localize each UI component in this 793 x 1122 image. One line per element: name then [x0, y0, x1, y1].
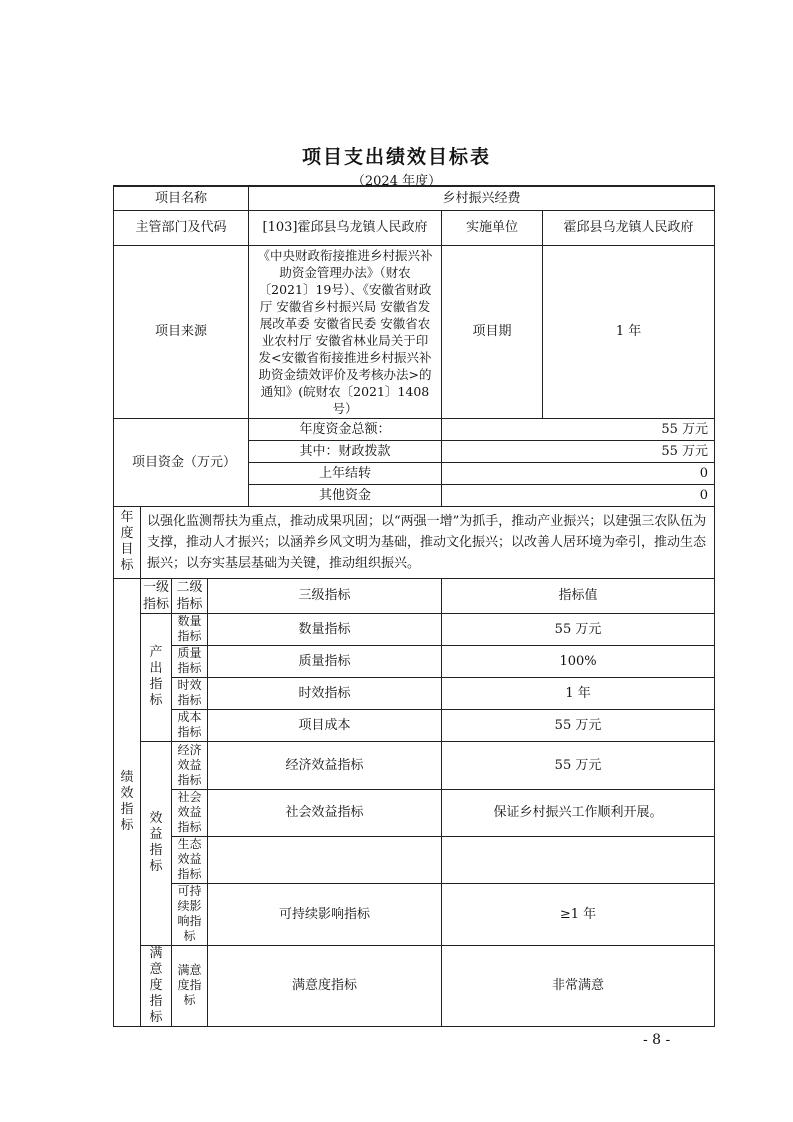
funds-row-value: 0: [442, 484, 715, 506]
benefit-l2: 经济效益指标: [172, 741, 208, 789]
project-name-value: 乡村振兴经费: [249, 186, 715, 210]
page-number: - 8 -: [643, 1032, 671, 1048]
benefit-l2: 社会效益指标: [172, 789, 208, 836]
dept-value: [103]霍邱县乌龙镇人民政府: [249, 210, 442, 245]
benefit-l3: 社会效益指标: [208, 789, 442, 836]
funds-row-label: 其中：财政拨款: [249, 440, 442, 462]
impl-value: 霍邱县乌龙镇人民政府: [563, 220, 694, 235]
benefit-value: ≥1 年: [442, 883, 715, 945]
output-l2: 时效指标: [172, 677, 208, 709]
page-subtitle: （2024 年度）: [351, 174, 442, 189]
satisfaction-label: 满意度指标: [141, 945, 172, 1026]
output-l2: 数量指标: [172, 613, 208, 645]
source-value: 《中央财政衔接推进乡村振兴补助资金管理办法》（财农〔2021〕19号）、《安徽省财政厅 安徽省乡村振兴局 安徽省发展改革委 安徽省民委 安徽省农业农村厅 安徽省林业局关于印发<安徽省衔接推进乡村振兴补助资金绩效评价及考核办法>的通知》(皖财农〔2021〕1408 号）: [249, 245, 442, 418]
output-l3: 项目成本: [208, 709, 442, 741]
period-cell: [442, 245, 715, 418]
output-label: 产出指标: [141, 613, 172, 741]
impl-cell: [442, 210, 715, 245]
output-l3: 质量指标: [208, 645, 442, 677]
satisfaction-l3: 满意度指标: [208, 945, 442, 1026]
funds-row-value: 55 万元: [442, 418, 715, 440]
funds-row-value: 55 万元: [442, 440, 715, 462]
header-value: 指标值: [442, 578, 715, 613]
output-l3: 数量指标: [208, 613, 442, 645]
benefit-value: [442, 836, 715, 883]
goal-label: 年度目标: [114, 506, 141, 578]
output-value: 55 万元: [442, 613, 715, 645]
output-value: 1 年: [442, 677, 715, 709]
source-label: 项目来源: [114, 245, 249, 418]
page-title: 项目支出绩效目标表: [301, 146, 491, 168]
satisfaction-l2: 满意度指标: [172, 945, 208, 1026]
benefit-l2: 生态效益指标: [172, 836, 208, 883]
output-l3: 时效指标: [208, 677, 442, 709]
funds-row-label: 年度资金总额：: [249, 418, 442, 440]
goal-text: 以强化监测帮扶为重点，推动成果巩固；以“两强一增”为抓手，推动产业振兴；以建强三农队伍为支撑，推动人才振兴；以涵养乡风文明为基础，推动文化振兴；以改善人居环境为牵引，推动生态振兴；以夯实基层基础为关键，推动组织振兴。: [141, 506, 715, 578]
benefit-label: 效益指标: [141, 741, 172, 945]
output-value: 55 万元: [442, 709, 715, 741]
header-l3: 三级指标: [208, 578, 442, 613]
header-l1: 一级指标: [141, 578, 172, 613]
funds-label: 项目资金（万元）: [114, 418, 249, 506]
satisfaction-value: 非常满意: [442, 945, 715, 1026]
benefit-value: 保证乡村振兴工作顺利开展。: [442, 789, 715, 836]
benefit-value: 55 万元: [442, 741, 715, 789]
benefit-l3: 经济效益指标: [208, 741, 442, 789]
benefit-l3: 可持续影响指标: [208, 883, 442, 945]
funds-row-label: 上年结转: [249, 462, 442, 484]
output-value: 100%: [442, 645, 715, 677]
performance-label: 绩效指标: [114, 578, 141, 1026]
benefit-l2: 可持续影响指标: [172, 883, 208, 945]
period-value: 1 年: [615, 324, 642, 339]
performance-target-table: [113, 185, 715, 1027]
project-name-label: 项目名称: [114, 186, 249, 210]
header-l2: 二级指标: [172, 578, 208, 613]
impl-label: 实施单位: [442, 211, 543, 245]
output-l2: 质量指标: [172, 645, 208, 677]
funds-row-label: 其他资金: [249, 484, 442, 506]
period-label: 项目期: [442, 246, 543, 418]
funds-row-value: 0: [442, 462, 715, 484]
output-l2: 成本指标: [172, 709, 208, 741]
benefit-l3: [208, 836, 442, 883]
dept-label: 主管部门及代码: [114, 210, 249, 245]
